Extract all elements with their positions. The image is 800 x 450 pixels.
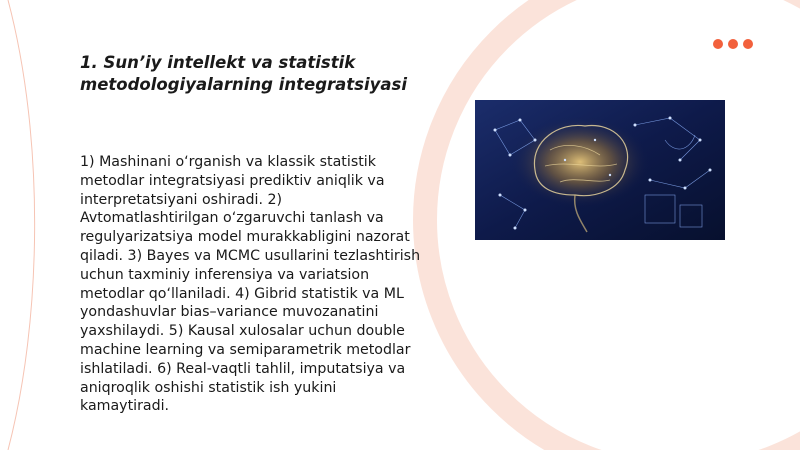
ai-brain-circuit-image bbox=[475, 100, 725, 240]
dot-icon bbox=[743, 39, 753, 49]
decorative-dots bbox=[713, 39, 753, 49]
dot-icon bbox=[713, 39, 723, 49]
slide-body-text: 1) Mashinani o‘rganish va klassik statistik metodlar integratsiyasi prediktiv aniqlik va interpretatsiyani oshiradi. 2) Avtomatlashtirilgan o‘zgaruvchi tanlash va regulyarizatsiya model murakkabligini nazorat qiladi. 3) Bayes va MCMC usullarini tezlashtirish uchun taxminiy inferensiya va variatsion metodlar qo‘llaniladi. 4) Gibrid statistik va ML yondashuvlar bias–variance muvozanatini yaxshilaydi. 5) Kausal xulosalar uchun double machine learning va semiparametrik metodlar ishlatiladi. 6) Real-vaqtli tahlil, imputatsiya va aniqroqlik oshishi statistik ish yukini kamaytiradi. bbox=[80, 154, 421, 415]
dot-icon bbox=[728, 39, 738, 49]
left-arc-line bbox=[8, 0, 35, 450]
brain-illustration bbox=[475, 100, 725, 240]
slide-title: 1. Sun’iy intellekt va statistik metodologiyalarning integratsiyasi bbox=[80, 53, 408, 94]
